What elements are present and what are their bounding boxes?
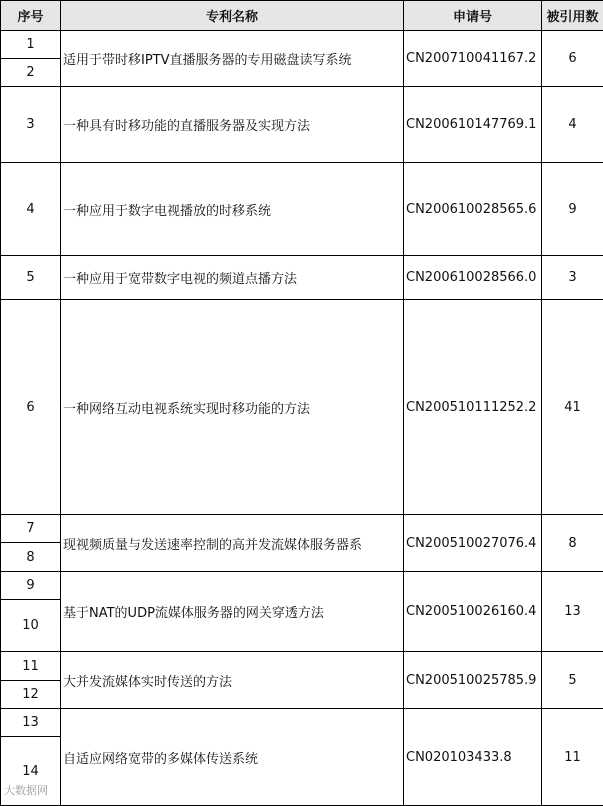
application-number: CN200610028565.6 (404, 163, 542, 256)
patent-name: 自适应网络宽带的多媒体传送系统 (61, 709, 404, 806)
application-number: CN200610028566.0 (404, 256, 542, 300)
row-number: 6 (1, 300, 61, 515)
row-number: 1 (1, 31, 61, 59)
application-number: CN200610147769.1 (404, 87, 542, 163)
row-number: 3 (1, 87, 61, 163)
row-number: 14 (1, 737, 61, 806)
table-row (1, 163, 603, 256)
header-no: 序号 (1, 1, 61, 31)
citation-count: 5 (542, 652, 603, 709)
row-number: 10 (1, 600, 61, 652)
header-cite: 被引用数 (542, 1, 603, 31)
citation-count: 13 (542, 572, 603, 652)
application-number: CN200510025785.9 (404, 652, 542, 709)
application-number: CN020103433.8 (404, 709, 542, 806)
citation-count: 4 (542, 87, 603, 163)
application-number: CN200710041167.2 (404, 31, 542, 87)
application-number: CN200510111252.2 (404, 300, 542, 515)
citation-count: 41 (542, 300, 603, 515)
table-row (1, 652, 603, 681)
citation-count: 8 (542, 515, 603, 572)
header-name: 专利名称 (61, 1, 404, 31)
citation-count: 3 (542, 256, 603, 300)
patent-name: 基于NAT的UDP流媒体服务器的网关穿透方法 (61, 572, 404, 652)
patent-name: 一种网络互动电视系统实现时移功能的方法 (61, 300, 404, 515)
patent-name: 一种应用于宽带数字电视的频道点播方法 (61, 256, 404, 300)
table-row (1, 572, 603, 600)
citation-count: 9 (542, 163, 603, 256)
patent-name: 适用于带时移IPTV直播服务器的专用磁盘读写系统 (61, 31, 404, 87)
table-row (1, 31, 603, 59)
patent-name: 大并发流媒体实时传送的方法 (61, 652, 404, 709)
watermark: 大数据网 (4, 782, 48, 798)
application-number: CN200510027076.4 (404, 515, 542, 572)
patent-name: 一种具有时移功能的直播服务器及实现方法 (61, 87, 404, 163)
row-number: 2 (1, 59, 61, 87)
patent-name: 一种应用于数字电视播放的时移系统 (61, 163, 404, 256)
citation-count: 6 (542, 31, 603, 87)
row-number: 8 (1, 543, 61, 572)
row-number: 12 (1, 681, 61, 709)
table-row (1, 256, 603, 300)
row-number: 5 (1, 256, 61, 300)
row-number: 9 (1, 572, 61, 600)
row-number: 4 (1, 163, 61, 256)
row-number: 7 (1, 515, 61, 543)
patent-name: 现视频质量与发送速率控制的高并发流媒体服务器系 (61, 515, 404, 572)
header-app: 申请号 (404, 1, 542, 31)
citation-count: 11 (542, 709, 603, 806)
header-row (1, 1, 603, 31)
row-number: 13 (1, 709, 61, 737)
table-row (1, 709, 603, 737)
table-row (1, 87, 603, 163)
row-number: 11 (1, 652, 61, 681)
table-row (1, 300, 603, 515)
table-row (1, 515, 603, 543)
application-number: CN200510026160.4 (404, 572, 542, 652)
